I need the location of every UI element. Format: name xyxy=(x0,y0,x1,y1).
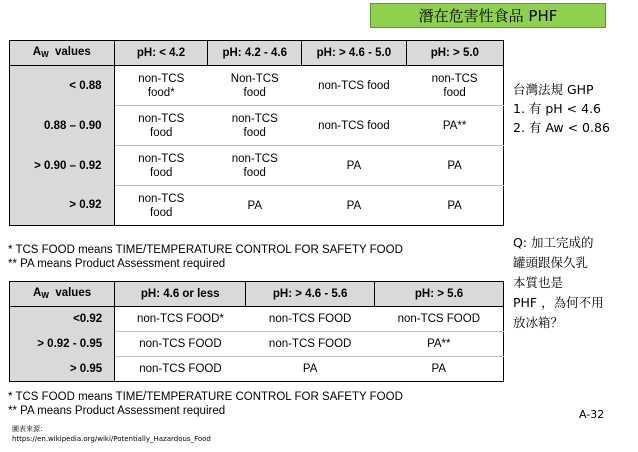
table-row xyxy=(10,332,504,357)
classification-cell: non-TCS food xyxy=(208,106,302,146)
classification-cell: non-TCS FOOD xyxy=(115,357,246,382)
table-row xyxy=(10,357,504,382)
classification-cell: non-TCS food xyxy=(208,146,302,186)
table-row xyxy=(10,106,504,146)
classification-cell: non-TCS food xyxy=(114,106,208,146)
regulation-item: 2. 有 Aw < 0.86 xyxy=(513,120,610,135)
classification-cell: non-TCS food xyxy=(114,186,208,226)
footnote-pa: ** PA means Product Assessment required xyxy=(8,258,226,270)
ph-header: pH: > 5.0 xyxy=(406,41,503,66)
ph-header: pH: 4.6 or less xyxy=(115,282,246,307)
source-citation xyxy=(12,424,211,444)
question-line: 本質也是 xyxy=(513,275,564,290)
aw-label: $A_W$ xyxy=(33,286,49,300)
classification-cell: PA xyxy=(406,186,503,226)
ph-header: pH: 4.2 - 4.6 xyxy=(208,41,302,66)
question-line: 放冰箱？ xyxy=(513,315,564,330)
classification-cell: non-TCS food xyxy=(302,106,407,146)
page-number: A-32 xyxy=(579,408,605,421)
classification-cell: PA xyxy=(302,186,407,226)
question-line: PHF ，為何不用 xyxy=(513,295,604,310)
aw-range-cell: 0.88 – 0.90 xyxy=(10,106,115,146)
aw-range-cell: > 0.90 – 0.92 xyxy=(10,146,115,186)
classification-cell: non-TCS FOOD xyxy=(246,307,375,332)
aw-label: $A_W$ xyxy=(32,45,49,59)
table-row xyxy=(10,66,504,106)
regulation-notes xyxy=(513,80,610,137)
footnote-tcs: * TCS FOOD means TIME/TEMPERATURE CONTROL FOR SAFETY FOOD xyxy=(8,391,403,403)
slide-title: 潛在危害性食品 PHF xyxy=(370,3,606,28)
classification-cell: PA xyxy=(246,357,375,382)
classification-cell: PA xyxy=(375,357,504,382)
table-row xyxy=(10,146,504,186)
aw-header: $A_W$ values xyxy=(10,41,115,66)
source-label: 圖表來源： xyxy=(12,425,47,433)
ph-header: pH: > 5.6 xyxy=(375,282,504,307)
regulation-item: 1. 有 pH < 4.6 xyxy=(513,101,602,116)
aw-range-cell: > 0.92 - 0.95 xyxy=(10,332,115,357)
aw-ph-table-1 xyxy=(9,40,504,226)
classification-cell: PA xyxy=(406,146,503,186)
classification-cell: PA** xyxy=(375,332,504,357)
ph-header: pH: > 4.6 - 5.0 xyxy=(302,41,407,66)
classification-cell: non-TCS FOOD* xyxy=(115,307,246,332)
ph-header: pH: > 4.6 - 5.6 xyxy=(246,282,375,307)
classification-cell: Non-TCS food xyxy=(208,66,302,106)
classification-cell: PA** xyxy=(406,106,503,146)
aw-range-cell: <0.92 xyxy=(10,307,115,332)
classification-cell: non-TCS FOOD xyxy=(246,332,375,357)
ph-header: pH: < 4.2 xyxy=(114,41,208,66)
classification-cell: non-TCS food xyxy=(302,66,407,106)
table-row xyxy=(10,186,504,226)
classification-cell: non-TCS FOOD xyxy=(115,332,246,357)
classification-cell: non-TCS food xyxy=(406,66,503,106)
question-line: Q: 加工完成的 xyxy=(513,235,594,250)
table-row xyxy=(10,307,504,332)
source-url: https://en.wikipedia.org/wiki/Potentially_Hazardous_Food xyxy=(12,435,211,443)
aw-ph-table-2 xyxy=(9,281,504,382)
classification-cell: PA xyxy=(302,146,407,186)
footnote-pa: ** PA means Product Assessment required xyxy=(8,405,226,417)
regulation-heading: 台灣法規 GHP xyxy=(513,82,594,97)
question-line: 罐頭跟保久乳 xyxy=(513,255,589,270)
classification-cell: PA xyxy=(208,186,302,226)
classification-cell: non-TCS food* xyxy=(114,66,208,106)
classification-cell: non-TCS FOOD xyxy=(375,307,504,332)
classification-cell: non-TCS food xyxy=(114,146,208,186)
aw-header: $A_W$ values xyxy=(10,282,115,307)
aw-range-cell: < 0.88 xyxy=(10,66,115,106)
aw-range-cell: > 0.95 xyxy=(10,357,115,382)
question-note xyxy=(513,233,604,333)
aw-range-cell: > 0.92 xyxy=(10,186,115,226)
footnote-tcs: * TCS FOOD means TIME/TEMPERATURE CONTROL FOR SAFETY FOOD xyxy=(8,244,403,256)
